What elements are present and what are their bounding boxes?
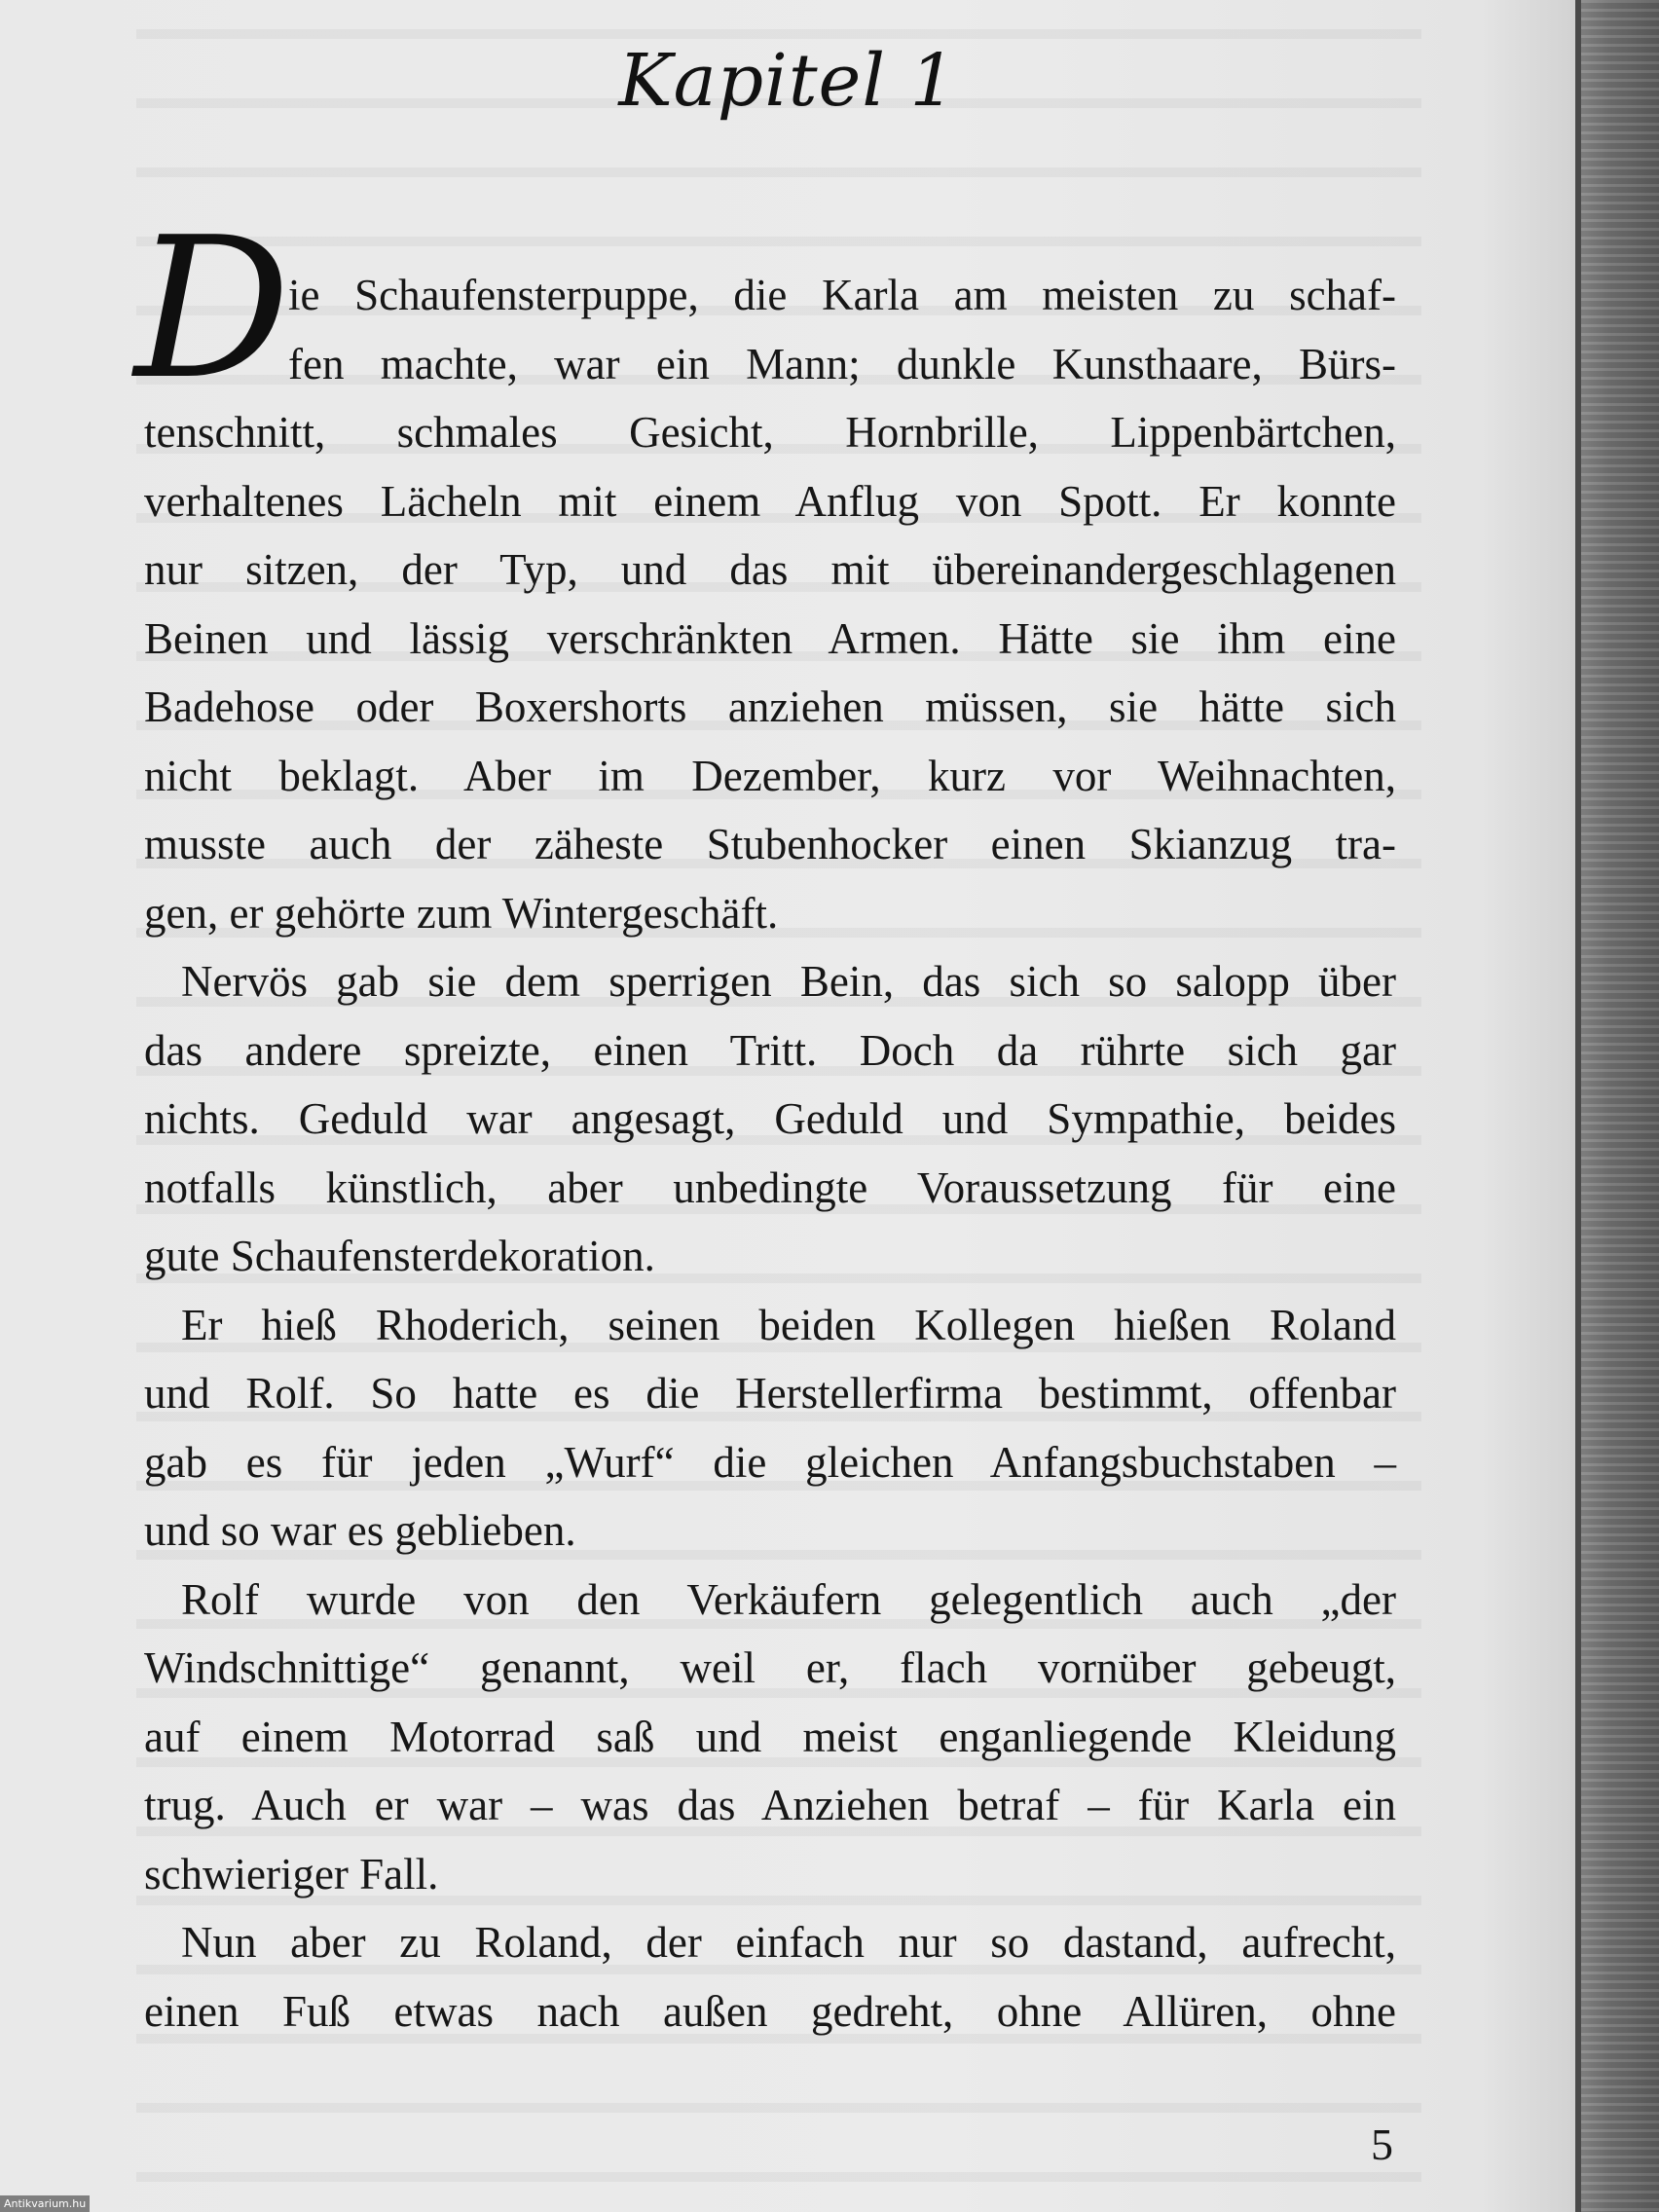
text-line: gen, er gehörte zum Wintergeschäft. (144, 888, 779, 938)
text-line: das andere spreizte, einen Tritt. Doch da rührte sich gar (144, 1025, 1396, 1075)
text-line: gab es für jeden „Wurf“ die gleichen Anfangsbuchstaben – (144, 1437, 1396, 1487)
text-line: nichts. Geduld war angesagt, Geduld und Sympathie, beides (144, 1094, 1396, 1143)
watermark: Antikvarium.hu (0, 2195, 90, 2212)
text-line: tenschnitt, schmales Gesicht, Hornbrille, Lippenbärtchen, (144, 408, 1396, 457)
text-line: und Rolf. So hatte es die Herstellerfirma bestimmt, offenbar (144, 1369, 1396, 1418)
text-line: gute Schaufensterdekoration. (144, 1232, 655, 1280)
text-line: Windschnittige“ genannt, weil er, flach vornüber gebeugt, (144, 1643, 1396, 1692)
page-number: 5 (1371, 2120, 1393, 2169)
text-line: verhaltenes Lächeln mit einem Anflug von Spott. Er konnte (144, 476, 1396, 526)
text-line: Nervös gab sie dem sperrigen Bein, das sich so salopp über (181, 957, 1396, 1006)
text-line: einen Fuß etwas nach außen gedreht, ohne Allüren, ohne (144, 1986, 1396, 2036)
body-text (134, 196, 1396, 2046)
text-line: musste auch der zäheste Stubenhocker einen Skianzug tra- (144, 820, 1396, 868)
text-line: Badehose oder Boxershorts anziehen müssen, sie hätte sich (144, 682, 1396, 731)
drop-cap: D (134, 196, 291, 423)
chapter-title: Kapitel 1 (618, 39, 957, 123)
text-line: Beinen und lässig verschränkten Armen. Hätte sie ihm eine (144, 613, 1396, 663)
text-line: Rolf wurde von den Verkäufern gelegentlich auch „der (181, 1574, 1396, 1624)
text-line: trug. Auch er war – was das Anziehen betraf – für Karla ein (144, 1781, 1396, 1829)
text-line: und so war es geblieben. (144, 1506, 576, 1555)
line-text: ie Schaufensterpuppe, die Karla am meisten zu schaf- (288, 271, 1396, 319)
text-line: fen machte, war ein Mann; dunkle Kunsthaare, Bürs- (288, 339, 1396, 388)
text-line: auf einem Motorrad saß und meist enganliegende Kleidung (144, 1712, 1396, 1761)
text-line: Er hieß Rhoderich, seinen beiden Kollegen hießen Roland (181, 1300, 1396, 1349)
text-line: notfalls künstlich, aber unbedingte Voraussetzung für eine (144, 1162, 1396, 1212)
text-line: Nun aber zu Roland, der einfach nur so dastand, aufrecht, (181, 1918, 1396, 1967)
text-line: schwieriger Fall. (144, 1849, 439, 1899)
book-edge (1575, 0, 1659, 2212)
text-line: nur sitzen, der Typ, und das mit übereinandergeschlagenen (144, 545, 1396, 594)
page-edge-shadow (1575, 0, 1581, 2212)
text-line: nicht beklagt. Aber im Dezember, kurz vor Weihnachten, (144, 751, 1396, 800)
